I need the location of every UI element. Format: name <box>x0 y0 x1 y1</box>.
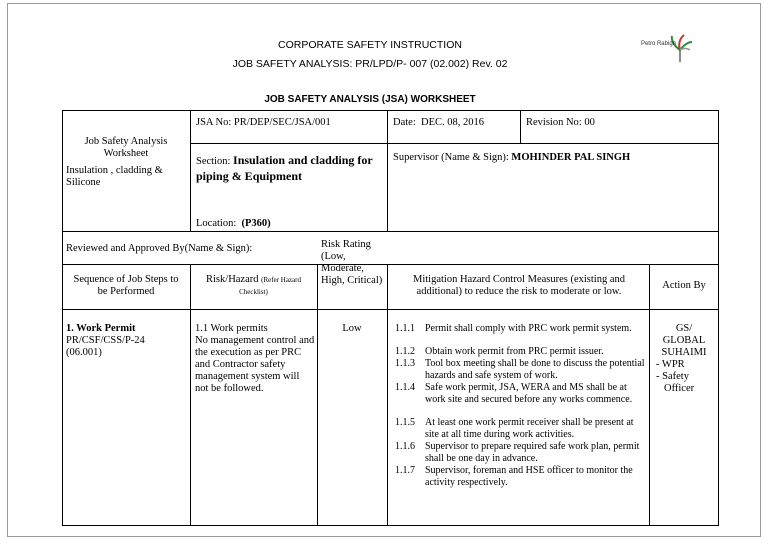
action-by-line5: - Safety <box>656 371 689 382</box>
mitigation-item: 1.1.5 At least one work permit receiver shall be present at site at all time during work activities. <box>395 417 634 440</box>
revision-number: Revision No: 00 <box>526 117 595 128</box>
mitigation-item: 1.1.1 Permit shall comply with PRC work permit system. <box>395 323 632 334</box>
mitigation-item: 1.1.7 Supervisor, foreman and HSE officer to monitor the activity respectively. <box>395 465 633 488</box>
hazard-detail: No management control and the execution as per PRC and Contractor safety management system will not be followed. <box>195 335 315 394</box>
step-reference-2: (06.001) <box>66 347 102 358</box>
col-header-mitigation: Mitigation Hazard Control Measures (existing and additional) to reduce the risk to moderate or low. <box>413 274 625 297</box>
risk-hazard-label: Risk/Hazard <box>206 274 259 285</box>
date-label: Date: <box>393 117 416 128</box>
col-header-action-by: Action By <box>662 280 706 291</box>
step-title: 1. Work Permit <box>66 323 136 334</box>
jsa-number: JSA No: PR/DEP/SEC/JSA/001 <box>196 117 331 128</box>
location-field <box>196 218 386 230</box>
supervisor-label: Supervisor (Name & Sign): <box>393 152 509 163</box>
section-label: Section: <box>196 156 231 167</box>
date-field <box>393 117 518 129</box>
reviewed-approved-by: Reviewed and Approved By(Name & Sign): <box>66 243 253 254</box>
action-by-line2: GLOBAL <box>662 335 706 346</box>
worksheet-label-line1: Job Safety Analysis <box>84 136 168 147</box>
petro-rabigh-logo <box>640 34 692 64</box>
location-label: Location: <box>196 218 237 229</box>
action-by-line6: Officer <box>664 383 695 394</box>
action-by-line1: GS/ <box>675 323 693 334</box>
mitigation-item: 1.1.2 Obtain work permit from PRC permit issuer. <box>395 346 604 357</box>
date-value: DEC. 08, 2016 <box>421 117 484 128</box>
col-header-risk-rating: Risk Rating (Low, Moderate, High, Critical) <box>321 239 383 286</box>
doc-header-title: CORPORATE SAFETY INSTRUCTION <box>278 39 462 51</box>
risk-hazard-note: (Refer Hazard Checklist) <box>239 276 301 296</box>
action-by-line3: SUHAIMI <box>661 347 707 358</box>
col-header-sequence: Sequence of Job Steps to be Performed <box>73 274 179 297</box>
step-reference-1: PR/CSF/CSS/P-24 <box>66 335 145 346</box>
mitigation-list <box>395 323 647 523</box>
mitigation-item: 1.1.3 Tool box meeting shall be done to discuss the potential hazards and safe system of work. <box>395 358 645 381</box>
logo-text: Petro Rabigh <box>640 41 676 47</box>
risk-rating-value: Low <box>342 323 362 334</box>
location-value: (P360) <box>241 218 271 229</box>
worksheet-title: JOB SAFETY ANALYSIS (JSA) WORKSHEET <box>264 94 476 105</box>
mitigation-item: 1.1.4 Safe work permit, JSA, WERA and MS shall be at work site and secured before any works commence. <box>395 382 633 405</box>
supervisor-value: MOHINDER PAL SINGH <box>511 152 631 163</box>
action-by-line4: - WPR <box>656 359 685 370</box>
section-value: Insulation and cladding for piping & Equipment <box>196 153 373 183</box>
worksheet-label-line2: Worksheet <box>103 148 149 159</box>
hazard-title: 1.1 Work permits <box>195 323 268 334</box>
supervisor-field <box>393 152 715 164</box>
jsa-worksheet-table <box>62 110 718 525</box>
worksheet-subtitle: Insulation , cladding & Silicone <box>66 165 163 188</box>
mitigation-item: 1.1.6 Supervisor to prepare required safe work plan, permit shall be one day in advance. <box>395 441 640 464</box>
col-header-risk-hazard <box>193 263 314 309</box>
section-field <box>196 153 386 185</box>
doc-header-reference: JOB SAFETY ANALYSIS: PR/LPD/P- 007 (02.002) Rev. 02 <box>232 58 508 70</box>
